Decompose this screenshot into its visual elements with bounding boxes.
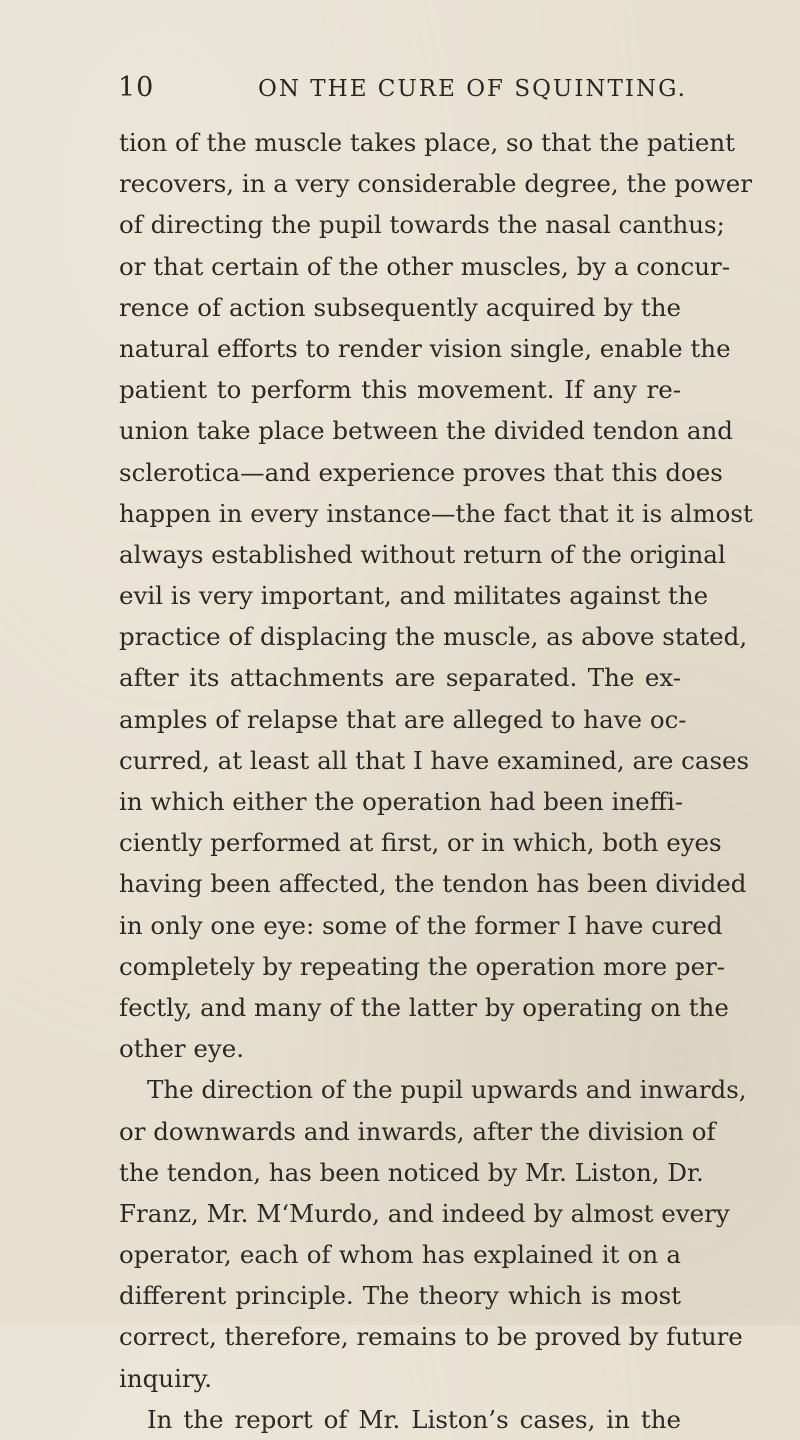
text-line: correct, therefore, remains to be proved by future: [119, 1322, 743, 1352]
text-line: completely by repeating the operation more per-: [119, 951, 726, 981]
text-line: fectly, and many of the latter by operating on the: [119, 992, 729, 1022]
page-number: 10: [118, 72, 155, 103]
text-line: having been affected, the tendon has been divided: [119, 869, 747, 899]
text-line: operator, each of whom has explained it on a: [119, 1240, 681, 1270]
text-line: practice of displacing the muscle, as above stated,: [119, 622, 748, 652]
text-line: always established without return of the original: [119, 539, 726, 569]
text-line: recovers, in a very considerable degree, the power: [119, 169, 753, 199]
text-line: natural efforts to render vision single, enable the: [119, 333, 731, 363]
paragraph-start-line: In the report of Mr. Liston’s cases, in the: [147, 1404, 681, 1434]
text-line: evil is very important, and militates against the: [119, 581, 709, 611]
text-line: rence of action subsequently acquired by the: [119, 292, 681, 322]
text-line: Franz, Mr. M‘Murdo, and indeed by almost every: [119, 1198, 730, 1228]
text-line: happen in every instance—the fact that it is almost: [119, 498, 753, 528]
text-line: tion of the muscle takes place, so that the patient: [119, 128, 736, 157]
text-line: union take place between the divided tendon and: [119, 416, 733, 446]
text-line: or downwards and inwards, after the division of: [119, 1116, 716, 1146]
running-title: ON THE CURE OF SQUINTING.: [258, 76, 687, 102]
text-line: after its attachments are separated. The ex-: [119, 663, 681, 693]
paragraph-end-line: inquiry.: [119, 1363, 212, 1393]
text-line: curred, at least all that I have examined, are cases: [119, 745, 750, 775]
text-line: in only one eye: some of the former I have cured: [119, 910, 723, 940]
text-line: sclerotica—and experience proves that this does: [119, 457, 723, 487]
running-head: [118, 72, 688, 112]
text-line: of directing the pupil towards the nasal canthus;: [119, 210, 725, 240]
text-line: different principle. The theory which is most: [119, 1281, 681, 1311]
paragraph-start-line: The direction of the pupil upwards and inwards,: [147, 1075, 747, 1105]
body-text: [119, 122, 753, 1440]
paragraph-end-line: other eye.: [119, 1034, 245, 1064]
text-line: amples of relapse that are alleged to have oc-: [119, 704, 687, 734]
text-line: the tendon, has been noticed by Mr. Liston, Dr.: [119, 1157, 704, 1187]
text-line: in which either the operation had been ineffi-: [119, 787, 684, 816]
text-line: or that certain of the other muscles, by a concur-: [119, 251, 731, 281]
text-line: ciently performed at first, or in which, both eyes: [119, 828, 722, 858]
text-line: patient to perform this movement. If any re-: [119, 375, 681, 405]
